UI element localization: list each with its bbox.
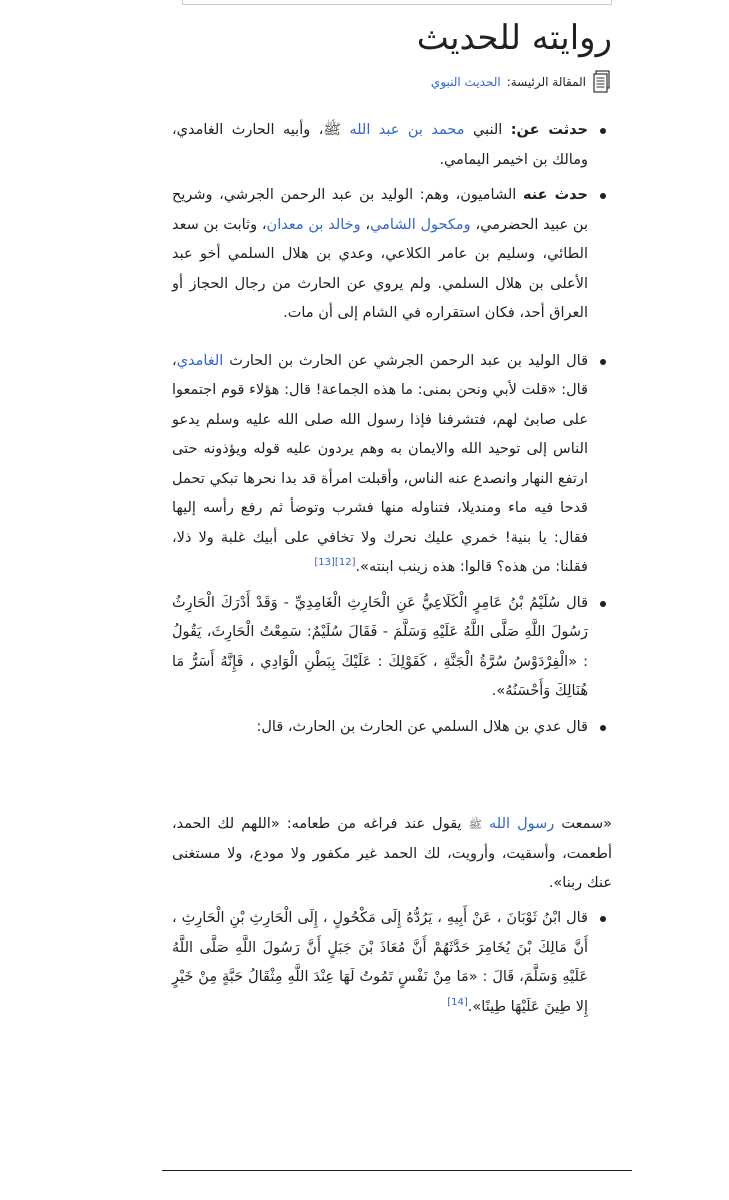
- top-box-edge: [182, 0, 612, 5]
- list-item: [172, 347, 588, 583]
- item-text: ﷺ، وأبيه الحارث الغامدي، ومالك بن اخيمر اليمامي.: [172, 122, 588, 168]
- item-text: قال ابْنُ ثَوْبَانَ ، عَنْ أَبِيهِ ، يَرُدُّهُ إِلَى مَكْحُولٍ ، إِلَى الْحَارِثِ بْنِ الْحَارِثِ ، أَنَّ مَالِكَ بْنَ يُخَامِرَ حَدَّثَهُمْ أَنَّ مُعَاذَ بْنَ جَبَلٍ أَنَّ رَسُولَ اللَّهِ صَلَّى اللَّهُ عَلَيْهِ وَسَلَّمَ، قَالَ : «مَا مِنْ نَفْسٍ تَمُوتُ لَهَا عِنْدَ اللَّهِ مِثْقَالُ حَبَّةٍ مِنْ خَيْرٍ إِلا طِينَ عَلَيْهَا طِينًا».: [172, 910, 588, 1015]
- narrators-list: [172, 116, 612, 748]
- honorific-mark: ﷺ: [468, 818, 482, 831]
- item-text: قال عدي بن هلال السلمي عن الحارث بن الحارث، قال:: [256, 718, 588, 735]
- hatnote-label: المقالة الرئيسة:: [506, 75, 586, 89]
- quote-text: يقول عند فراغه من طعامه: «اللهم لك الحمد، أطعمت، وأسقيت، وأرويت، لك الحمد غير مكفور ولا مودع، ولا مستغنى عنك ربنا».: [172, 816, 612, 891]
- hatnote-link[interactable]: الحديث النبوي: [430, 75, 501, 89]
- item-text: النبي: [464, 122, 511, 138]
- section-heading: روايته للحديث: [416, 18, 612, 58]
- ghamidi-link[interactable]: الغامدي: [176, 352, 224, 369]
- item-text: الشاميون، وهم: الوليد بن عبد الرحمن الجرشي، وشريح بن عبيد الحضرمي،: [172, 187, 588, 233]
- item-lead: حدثت عن:: [510, 122, 588, 138]
- list-item: [172, 713, 588, 743]
- item-text: قال سُلَيْمُ بْنُ عَامِرٍ الْكَلَاعِيُّ عَنِ الْحَارِثِ الْغَامِدِيِّ - وَقَدْ أَدْرَكَ الْحَارِثُ رَسُولَ اللَّهِ صَلَّى اللَّهُ عَلَيْهِ وَسَلَّمَ - فَقَالَ سُلَيْمٌ: سَمِعْتُ الْحَارِثَ، يَقُولُ : «الْفِرْدَوْسُ سُرَّةُ الْجَنَّةِ ، كَقَوْلِكَ : عَلَيْكَ بِبَطْنِ الْوَادِي ، فَإِنَّهُ أَسَرُّ مَا هُنَالِكَ وَأَحْسَنُهُ».: [172, 594, 588, 699]
- reference-link[interactable]: [12][13]: [314, 557, 356, 569]
- item-text: قال الوليد بن عبد الرحمن الجرشي عن الحارث بن الحارث: [223, 352, 588, 369]
- item-text: ، قال: «قلت لأبي ونحن بمنى: ما هذه الجماعة! قال: هؤلاء قوم اجتمعوا على صابئ لهم، فتشرفنا فإذا رسول الله صلى الله عليه وسلم يدعو الناس إلى توحيد الله والايمان به وهم يردون عليه قوله ويؤذونه حتى ارتفع النهار وانصدع عنه الناس، وأقبلت امرأة قد بدا نحرها تبكي تحمل قدحا فيه ماء ومنديلا، فتناوله منها فشرب وتوضأ ثم رفع رأسه إليها فقال: يا بنية! خمري عليك نحرك ولا تخافي على أبيك غلبة ولا ذلا، فقلنا: من هذه؟ قالوا: هذه زينب ابنته».: [172, 352, 588, 575]
- list-item: [172, 589, 588, 707]
- khalid-link[interactable]: وخالد بن معدان: [266, 216, 361, 233]
- item-text: ، وثابت بن سعد الطائي، وسليم بن عامر الكلاعي، وعدي بن هلال السلمي أخو عبد الأعلى بن هلال السلمي. ولم يروي عن الحارث من رجال الحجاز أو العراق أحد، فكان استقراره في الشام إلى أن مات.: [172, 216, 588, 321]
- list-item: [172, 181, 588, 329]
- narrators-list-continued: [172, 904, 612, 1022]
- quote-text: «سمعت: [554, 816, 613, 832]
- bottom-divider: [162, 1170, 632, 1171]
- hadith-quote: [172, 810, 612, 899]
- list-item: [172, 116, 588, 175]
- reference-link[interactable]: [14]: [447, 996, 468, 1008]
- messenger-link[interactable]: رسول الله: [489, 816, 555, 832]
- hatnote: [431, 70, 612, 94]
- makhul-link[interactable]: ومكحول الشامي: [370, 216, 471, 233]
- item-text: ،: [360, 216, 371, 233]
- item-lead: حدث عنه: [522, 187, 588, 203]
- document-icon: [592, 70, 612, 94]
- prophet-link[interactable]: محمد بن عبد الله: [349, 122, 465, 138]
- list-item: [172, 904, 588, 1022]
